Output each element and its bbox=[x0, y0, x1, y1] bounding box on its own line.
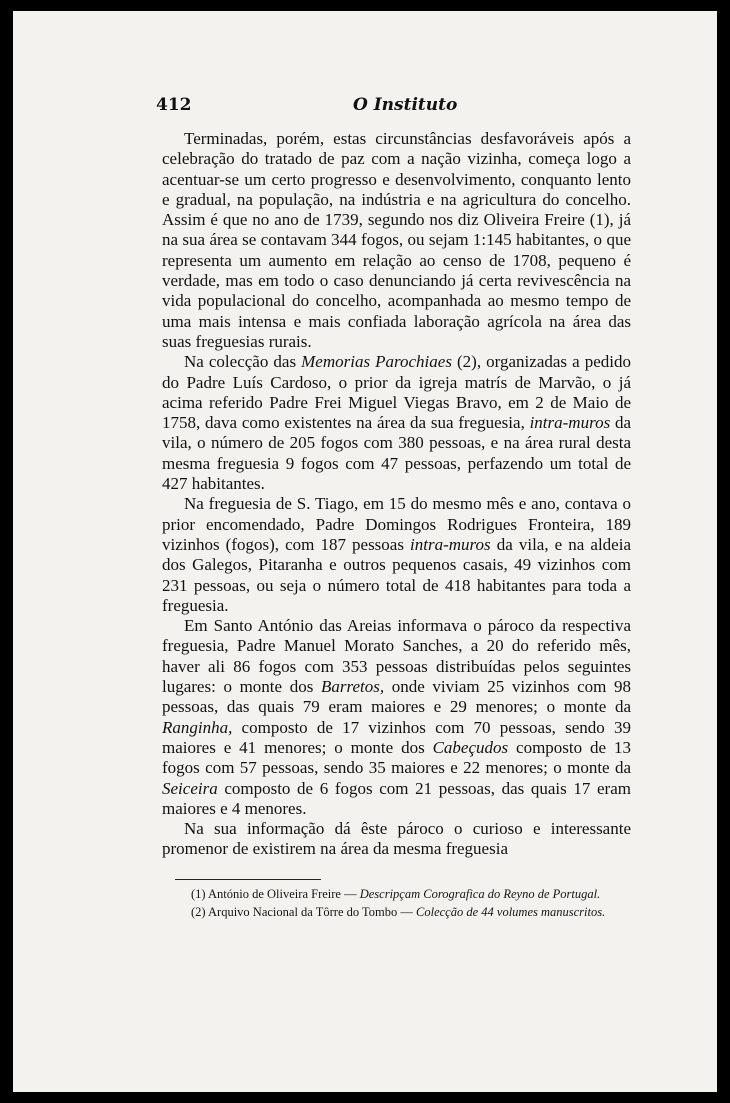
text-run: (2), organizadas a pedido do Padre Luís Cardoso, o prior da igreja matrís de Marvão, o já acima referido Padre Frei Miguel Viegas Bravo, em 2 de Maio de 1758, dava como existentes na área da sua freguesia, bbox=[162, 352, 631, 433]
text-run: Na sua informação dá êste pároco o curioso e interessante promenor de existirem na área da mesma freguesia bbox=[162, 819, 631, 859]
italic-place: Cabeçudos bbox=[432, 737, 509, 757]
footnote-1 bbox=[175, 887, 654, 903]
paragraph-3 bbox=[162, 494, 631, 616]
text-run: Na colecção das bbox=[184, 352, 302, 372]
italic-term: intra-muros bbox=[529, 413, 611, 433]
page-number: 412 bbox=[156, 95, 192, 115]
text-run: composto de 13 fogos com 57 pessoas, sendo 35 maiores e 22 menores; o monte da bbox=[162, 737, 631, 778]
footnote-2 bbox=[175, 905, 654, 921]
body-text bbox=[162, 129, 631, 860]
text-run: (1) António de Oliveira Freire — bbox=[191, 887, 360, 901]
italic-title: Colecção de 44 volumes manuscritos. bbox=[416, 904, 606, 919]
text-run: da vila, e na aldeia dos Galegos, Pitaranha e outros pequenos casais, 49 vizinhos com 231 pessoas, ou seja o número total de 418 habitantes para toda a freguesia. bbox=[162, 534, 631, 615]
text-run: Na freguesia de S. Tiago, em 15 do mesmo mês e ano, contava o prior encomendado, Padre Domingos Rodrigues Fronteira, 189 vizinhos (fogos), com 187 pessoas bbox=[162, 494, 631, 554]
running-title: O Instituto bbox=[353, 95, 458, 115]
text-run: Em Santo António das Areias informava o pároco da respectiva freguesia, Padre Manuel Morato Sanches, a 20 do referido mês, haver ali 86 fogos com 353 pessoas distribuídas pelos seguintes lugares: o monte dos bbox=[162, 616, 631, 697]
text-run: onde viviam 25 vizinhos com 98 pessoas, das quais 79 eram maiores e 29 menores; o monte da bbox=[162, 677, 632, 717]
page-sheet bbox=[13, 11, 717, 1092]
paragraph-5 bbox=[162, 819, 631, 860]
text-run: da vila, o número de 205 fogos com 380 pessoas, e na área rural desta mesma freguesia 9 fogos com 47 pessoas, perfazendo um total de 427 habitantes. bbox=[162, 413, 631, 494]
footnote-divider bbox=[175, 879, 321, 880]
italic-place: Barretos, bbox=[320, 677, 385, 697]
paragraph-1 bbox=[162, 129, 631, 352]
italic-title: Descripçam Corografica do Reyno de Portugal. bbox=[359, 887, 601, 901]
text-run: (2) Arquivo Nacional da Tôrre do Tombo — bbox=[191, 904, 417, 919]
text-run: composto de 17 vizinhos com 70 pessoas, sendo 39 maiores e 41 menores; o monte dos bbox=[162, 717, 631, 757]
paragraph-2 bbox=[162, 352, 631, 494]
text-run: composto de 6 fogos com 21 pessoas, das quais 17 eram maiores e 4 menores. bbox=[162, 778, 631, 818]
italic-place: Ranginha, bbox=[162, 717, 233, 737]
italic-term: intra-muros bbox=[410, 534, 491, 554]
text-run: Terminadas, porém, estas circunstâncias desfavoráveis após a celebração do tratado de paz com a nação vizinha, começa logo a acentuar-se um certo progresso e desenvolvimento, conquanto lento e gradual, na população, na indústria e na agricultura do concelho. Assim é que no ano de 1739, segundo nos diz Oliveira Freire (1), já na sua área se contavam 344 fogos, ou sejam 1:145 habitantes, o que representa um aumento em relação ao censo de 1708, pequeno é verdade, mas em todo o caso denunciando já certa revivescência na vida populacional do concelho, acompanhada ao mesmo tempo de uma mais intensa e mais confiada laboração agrícola na área das suas freguesias rurais. bbox=[162, 129, 631, 351]
italic-place: Seiceira bbox=[162, 778, 218, 798]
paragraph-4 bbox=[162, 616, 631, 819]
footnotes bbox=[175, 887, 654, 922]
italic-title: Memorias Parochiaes bbox=[301, 352, 452, 372]
